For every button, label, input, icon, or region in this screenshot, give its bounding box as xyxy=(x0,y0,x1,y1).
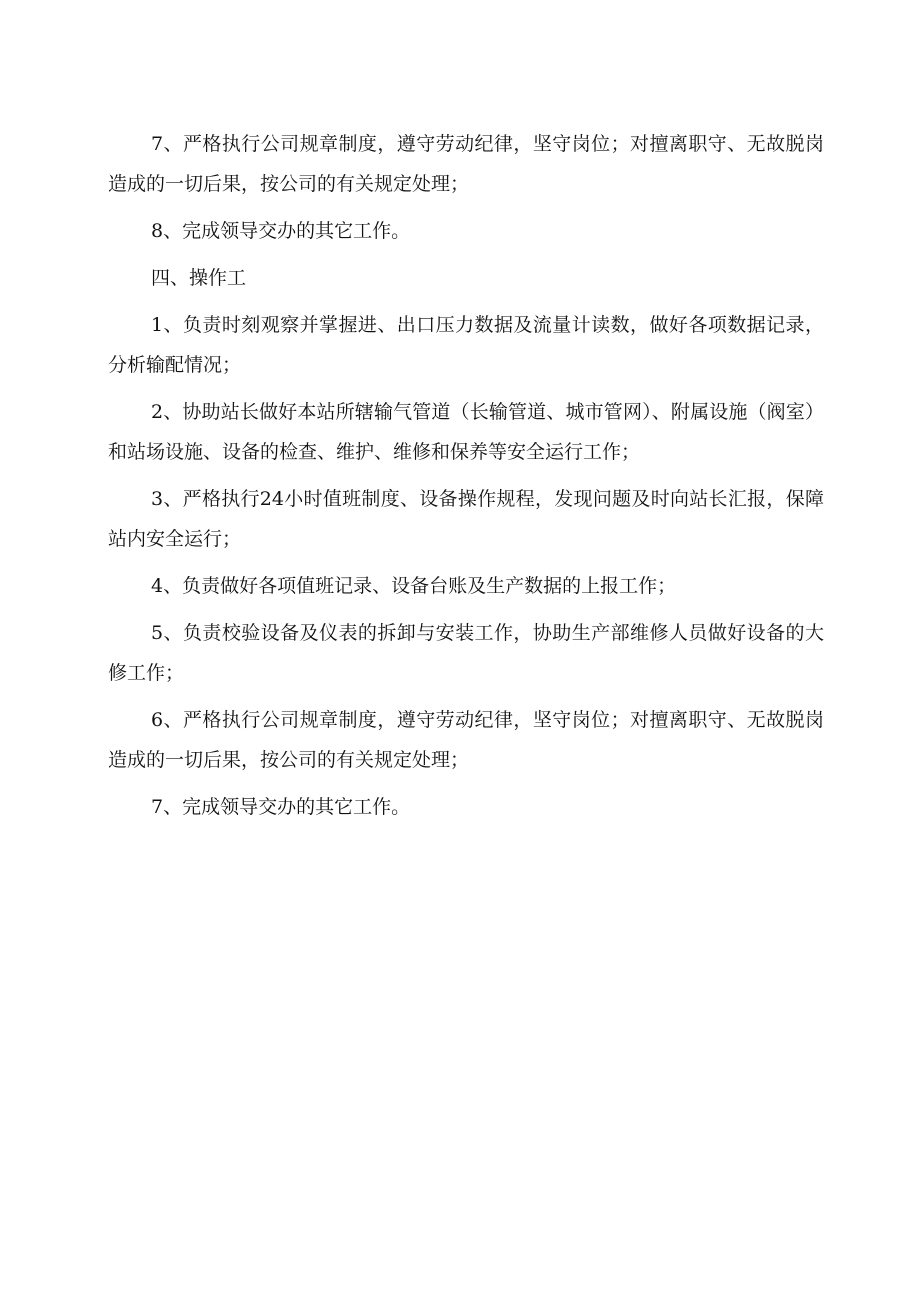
paragraph-item-2: 2、协助站长做好本站所辖输气管道（长输管道、城市管网）、附属设施（阀室）和站场设施、设备的检查、维护、维修和保养等安全运行工作； xyxy=(108,401,824,463)
section-heading-operator: 四、操作工 xyxy=(151,267,247,289)
paragraph-item-4: 4、负责做好各项值班记录、设备台账及生产数据的上报工作； xyxy=(151,575,677,597)
paragraph-item-8-prev: 8、完成领导交办的其它工作。 xyxy=(151,220,411,242)
paragraph-item-5: 5、负责校验设备及仪表的拆卸与安装工作，协助生产部维修人员做好设备的大修工作； xyxy=(108,622,824,684)
paragraph-item-6: 6、严格执行公司规章制度，遵守劳动纪律，坚守岗位；对擅离职守、无故脱岗造成的一切后果，按公司的有关规定处理； xyxy=(108,709,824,771)
paragraph-item-1: 1、负责时刻观察并掌握进、出口压力数据及流量计读数，做好各项数据记录，分析输配情况； xyxy=(108,314,824,376)
paragraph-item-3: 3、严格执行24小时值班制度、设备操作规程，发现问题及时向站长汇报，保障站内安全运行； xyxy=(108,488,824,550)
document-body xyxy=(108,124,824,834)
paragraph-item-7-prev: 7、严格执行公司规章制度，遵守劳动纪律，坚守岗位；对擅离职守、无故脱岗造成的一切后果，按公司的有关规定处理； xyxy=(108,133,824,195)
paragraph-item-7: 7、完成领导交办的其它工作。 xyxy=(151,796,411,818)
